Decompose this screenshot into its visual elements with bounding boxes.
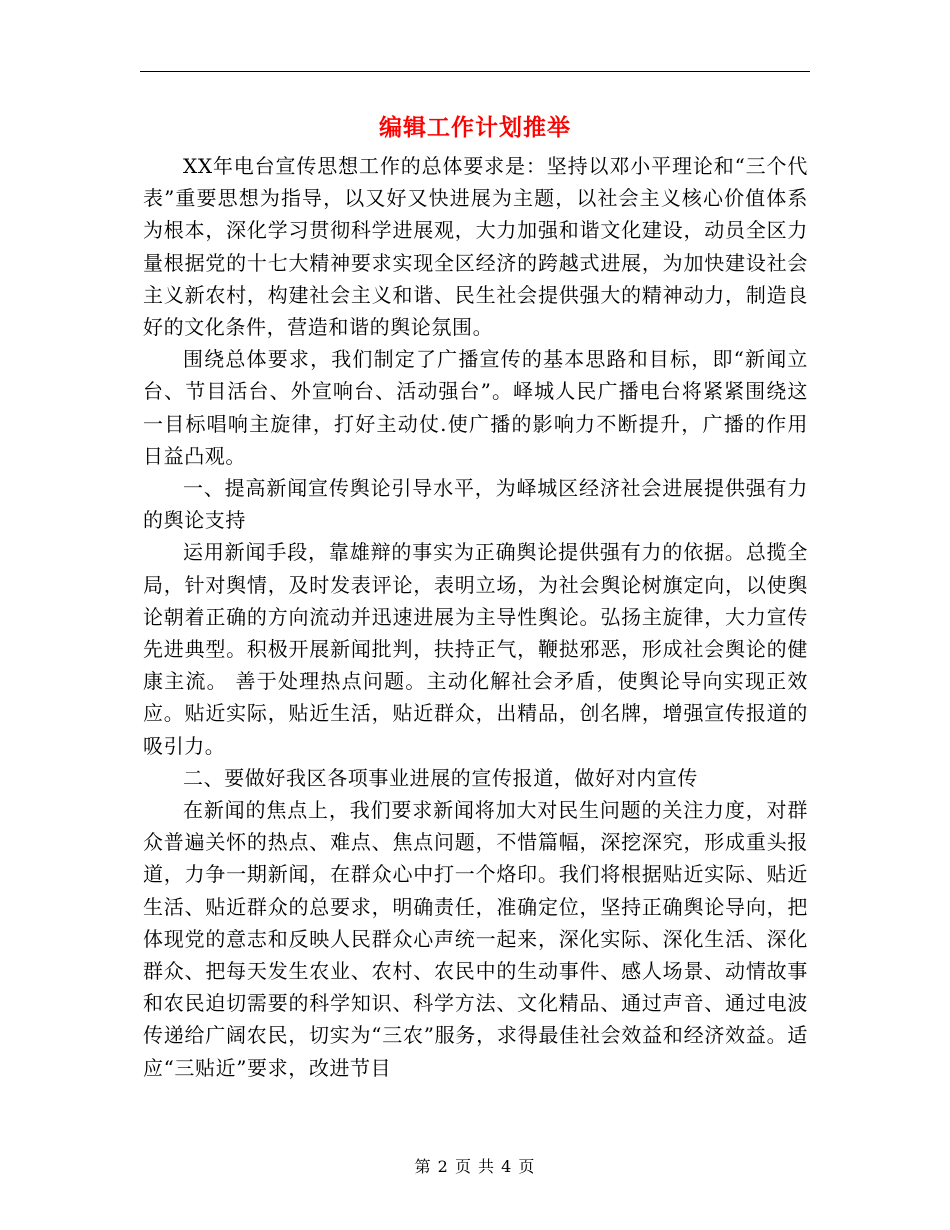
- paragraph-section-1: 运用新闻手段，靠雄辩的事实为正确舆论提供强有力的依据。总揽全局，针对舆情，及时发表评论，表明立场，为社会舆论树旗定向，以使舆论朝着正确的方向流动并迅速进展为主导性舆论。弘扬主旋律，大力宣传先进典型。积极开展新闻批判，扶持正气，鞭挞邪恶，形成社会舆论的健康主流。 善于处理热点问题。主动化解社会矛盾，使舆论导向实现正效应。贴近实际，贴近生活，贴近群众，出精品，创名牌，增强宣传报道的吸引力。: [143, 540, 808, 758]
- document-title: 编辑工作计划推举: [379, 115, 571, 141]
- section-heading-2: 二、要做好我区各项事业进展的宣传报道，做好对内宣传: [183, 765, 698, 790]
- page-number: 第 2 页 共 4 页: [414, 1157, 536, 1176]
- paragraph-intro: XX年电台宣传思想工作的总体要求是：坚持以邓小平理论和“三个代表”重要思想为指导，以又好又快进展为主题，以社会主义核心价值体系为根本，深化学习贯彻科学进展观，大力加强和谐文化建设，动员全区力量根据党的十七大精神要求实现全区经济的跨越式进展，为加快建设社会主义新农村，构建社会主义和谐、民生社会提供强大的精神动力，制造良好的文化条件，营造和谐的舆论氛围。: [143, 154, 808, 340]
- document-body: [143, 150, 808, 1084]
- paragraph-goals: 围绕总体要求，我们制定了广播宣传的基本思路和目标，即“新闻立台、节目活台、外宣响台、活动强台”。峄城人民广播电台将紧紧围绕这一目标唱响主旋律，打好主动仗.使广播的影响力不断提升，广播的作用日益凸观。: [143, 347, 808, 468]
- paragraph-section-2: 在新闻的焦点上，我们要求新闻将加大对民生问题的关注力度，对群众普遍关怀的热点、难点、焦点问题，不惜篇幅，深挖深究，形成重头报道，力争一期新闻，在群众心中打一个烙印。我们将根据贴近实际、贴近生活、贴近群众的总要求，明确责任，准确定位，坚持正确舆论导向，把体现党的意志和反映人民群众心声统一起来，深化实际、深化生活、深化群众、把每天发生农业、农村、农民中的生动事件、感人场景、动情故事和农民迫切需要的科学知识、科学方法、文化精品、通过声音、通过电波传递给广阔农民，切实为“三农”服务，求得最佳社会效益和经济效益。适应“三贴近”要求，改进节目: [143, 798, 808, 1080]
- section-heading-1: 一、提高新闻宣传舆论引导水平，为峄城区经济社会进展提供强有力的舆论支持: [143, 476, 808, 533]
- header-rule: [140, 71, 810, 72]
